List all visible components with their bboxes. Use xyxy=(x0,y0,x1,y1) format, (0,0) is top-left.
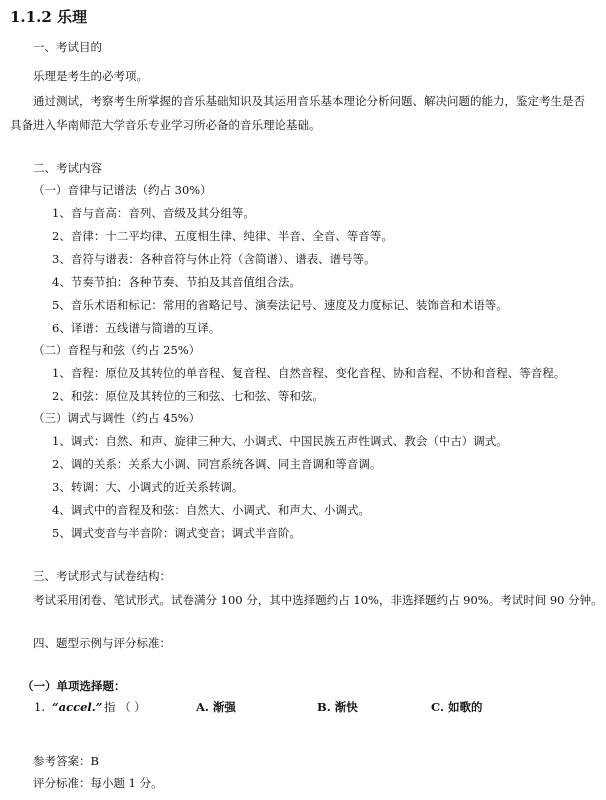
list-item: 5、音乐术语和标记：常用的省略记号、演奏法记号、速度及力度标记、装饰音和术语等。 xyxy=(52,298,508,312)
scoring-standard: 评分标准：每小题 1 分。 xyxy=(33,776,163,790)
s1-paragraph-2b: 具备进入华南师范大学音乐专业学习所必备的音乐理论基础。 xyxy=(10,118,321,132)
list-item: 1、调式：自然、和声、旋律三种大、小调式、中国民族五声性调式、教会（中古）调式。 xyxy=(52,434,508,448)
list-item: 3、转调：大、小调式的近关系转调。 xyxy=(52,480,244,494)
reference-answer: 参考答案：B xyxy=(33,754,99,768)
option-c: C. 如歌的 xyxy=(431,700,483,714)
g1-title: （一）音律与记谱法（约占 30%） xyxy=(33,183,212,197)
list-item: 2、音律：十二平均律、五度相生律、纯律、半音、全音、等音等。 xyxy=(52,229,393,243)
s4-title: 四、题型示例与评分标准： xyxy=(33,636,171,650)
list-item: 1、音与音高：音列、音级及其分组等。 xyxy=(52,206,255,220)
s4-subtitle: （一）单项选择题： xyxy=(22,679,126,693)
section-heading: 1.1.2 乐理 xyxy=(10,8,87,26)
list-item: 4、节奏节拍：各种节奏、节拍及其音值组合法。 xyxy=(52,275,301,289)
option-a: A. 渐强 xyxy=(196,700,236,714)
s1-title: 一、考试目的 xyxy=(33,40,102,54)
list-item: 2、和弦：原位及其转位的三和弦、七和弦、等和弦。 xyxy=(52,389,324,403)
question-number: 1. xyxy=(34,700,45,714)
question-stem: 指 （ ） xyxy=(104,700,146,714)
g2-title: （二）音程与和弦（约占 25%） xyxy=(33,343,201,357)
list-item: 2、调的关系：关系大小调、同宫系统各调、同主音调和等音调。 xyxy=(52,457,382,471)
question-term: “accel.” xyxy=(52,700,103,714)
s1-paragraph-2a: 通过测试，考察考生所掌握的音乐基础知识及其运用音乐基本理论分析问题、解决问题的能力，鉴定考生是否 xyxy=(33,94,585,108)
list-item: 5、调式变音与半音阶：调式变音；调式半音阶。 xyxy=(52,526,301,540)
list-item: 1、音程：原位及其转位的单音程、复音程、自然音程、变化音程、协和音程、不协和音程、等音程。 xyxy=(52,366,566,380)
s3-title: 三、考试形式与试卷结构： xyxy=(33,569,171,583)
g3-title: （三）调式与调性（约占 45%） xyxy=(33,411,201,425)
list-item: 6、译谱：五线谱与简谱的互译。 xyxy=(52,321,221,335)
s3-text: 考试采用闭卷、笔试形式。试卷满分 100 分，其中选择题约占 10%，非选择题约占 90%。考试时间 90 分钟。 xyxy=(33,593,603,607)
s2-title: 二、考试内容 xyxy=(33,161,102,175)
option-b: B. 渐快 xyxy=(317,700,358,714)
s1-paragraph-1: 乐理是考生的必考项。 xyxy=(33,69,148,83)
list-item: 3、音符与谱表：各种音符与休止符（含简谱）、谱表、谱号等。 xyxy=(52,252,376,266)
list-item: 4、调式中的音程及和弦：自然大、小调式、和声大、小调式。 xyxy=(52,503,370,517)
